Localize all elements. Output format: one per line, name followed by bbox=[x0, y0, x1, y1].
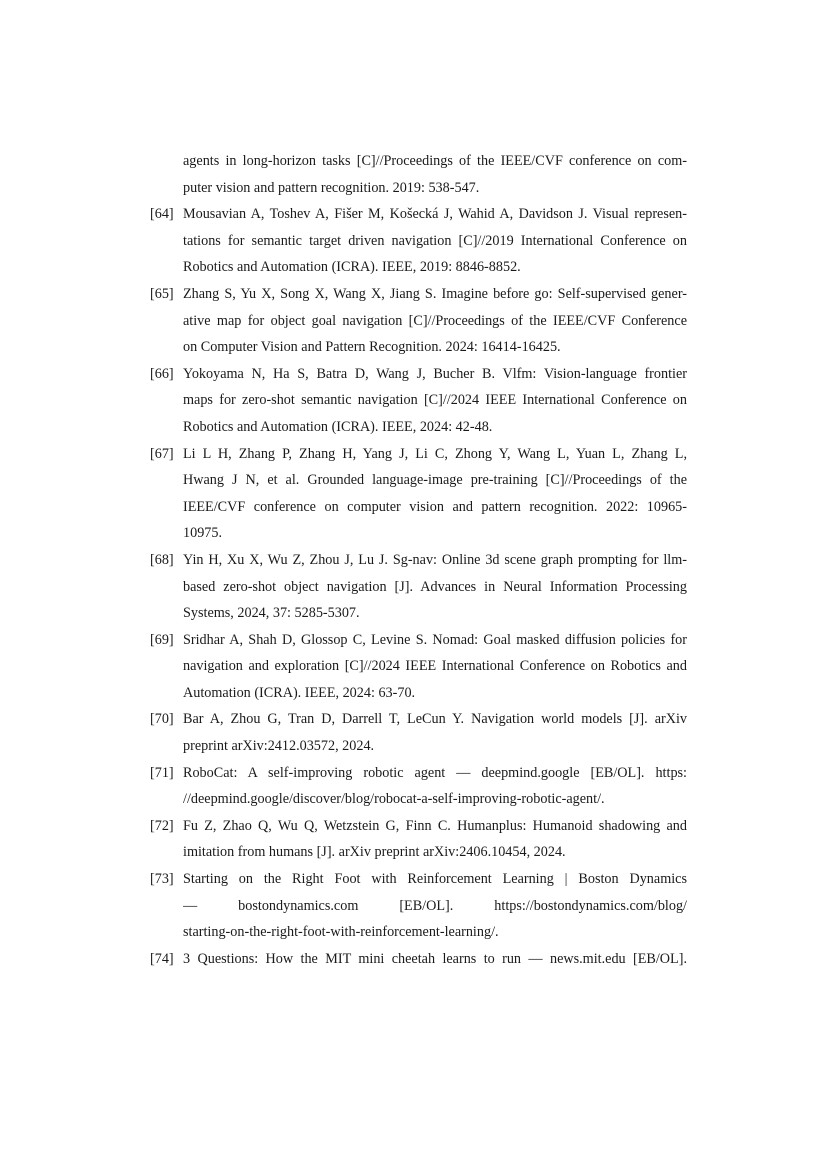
reference-line: Bar A, Zhou G, Tran D, Darrell T, LeCun Y. Navigation world models [J]. arXiv bbox=[183, 711, 687, 728]
reference-line: Yokoyama N, Ha S, Batra D, Wang J, Bucher B. Vlfm: Vision-language frontier bbox=[183, 365, 687, 382]
reference-line: starting-on-the-right-foot-with-reinforcement-learning/. bbox=[183, 924, 499, 941]
reference-line: agents in long-horizon tasks [C]//Proceedings of the IEEE/CVF conference on com- bbox=[183, 153, 687, 169]
reference-text bbox=[183, 281, 687, 361]
reference-text bbox=[183, 201, 687, 281]
reference-entry-70 bbox=[150, 706, 687, 759]
reference-line: Automation (ICRA). IEEE, 2024: 63-70. bbox=[183, 684, 416, 701]
reference-line: on Computer Vision and Pattern Recognition. 2024: 16414-16425. bbox=[183, 339, 561, 356]
reference-line: RoboCat: A self-improving robotic agent — deepmind.google [EB/OL]. https: bbox=[183, 764, 687, 781]
reference-entry-66 bbox=[150, 361, 687, 441]
reference-line: tations for semantic target driven navigation [C]//2019 International Conference on bbox=[183, 232, 687, 249]
reference-number: [69] bbox=[150, 631, 174, 648]
reference-line: Mousavian A, Toshev A, Fišer M, Košecká J, Wahid A, Davidson J. Visual represen- bbox=[183, 206, 687, 223]
reference-number: [70] bbox=[150, 711, 174, 728]
reference-number: [66] bbox=[150, 365, 174, 382]
reference-text bbox=[183, 946, 687, 973]
reference-text bbox=[183, 706, 687, 759]
reference-line: ative map for object goal navigation [C]//Proceedings of the IEEE/CVF Conference bbox=[183, 312, 687, 329]
reference-line: puter vision and pattern recognition. 2019: 538-547. bbox=[183, 179, 480, 196]
reference-entry-73 bbox=[150, 866, 687, 946]
reference-line: Hwang J N, et al. Grounded language-image pre-training [C]//Proceedings of the bbox=[183, 472, 687, 489]
reference-line: based zero-shot object navigation [J]. Advances in Neural Information Processing bbox=[183, 578, 687, 595]
reference-text bbox=[183, 361, 687, 441]
reference-line: Yin H, Xu X, Wu Z, Zhou J, Lu J. Sg-nav: Online 3d scene graph prompting for llm- bbox=[183, 551, 687, 568]
reference-text bbox=[183, 441, 687, 547]
reference-list bbox=[150, 148, 687, 972]
reference-line: imitation from humans [J]. arXiv preprint arXiv:2406.10454, 2024. bbox=[183, 844, 566, 861]
reference-entry-continued bbox=[150, 148, 687, 201]
reference-entry-64 bbox=[150, 201, 687, 281]
reference-line: Starting on the Right Foot with Reinforcement Learning | Boston Dynamics bbox=[183, 871, 687, 888]
reference-entry-71 bbox=[150, 760, 687, 813]
reference-line: Systems, 2024, 37: 5285-5307. bbox=[183, 605, 360, 622]
reference-text bbox=[183, 760, 687, 813]
reference-line: — bostondynamics.com [EB/OL]. https://bostondynamics.com/blog/ bbox=[183, 897, 687, 914]
reference-number: [65] bbox=[150, 285, 174, 302]
reference-text bbox=[183, 813, 687, 866]
reference-number: [64] bbox=[150, 206, 174, 223]
reference-line: IEEE/CVF conference on computer vision and pattern recognition. 2022: 10965- bbox=[183, 498, 687, 515]
reference-number: [71] bbox=[150, 764, 174, 781]
reference-entry-67 bbox=[150, 441, 687, 547]
reference-line: Zhang S, Yu X, Song X, Wang X, Jiang S. Imagine before go: Self-supervised gener- bbox=[183, 285, 687, 302]
reference-number: [68] bbox=[150, 551, 174, 568]
reference-line: Robotics and Automation (ICRA). IEEE, 2024: 42-48. bbox=[183, 418, 493, 435]
reference-entry-74 bbox=[150, 946, 687, 973]
reference-entry-69 bbox=[150, 627, 687, 707]
reference-entry-68 bbox=[150, 547, 687, 627]
reference-number: [72] bbox=[150, 817, 174, 834]
reference-number: [73] bbox=[150, 871, 174, 888]
reference-text bbox=[183, 148, 687, 201]
reference-line: 3 Questions: How the MIT mini cheetah learns to run — news.mit.edu [EB/OL]. bbox=[183, 950, 687, 967]
reference-line: 10975. bbox=[183, 525, 223, 542]
reference-number: [74] bbox=[150, 950, 174, 967]
reference-line: //deepmind.google/discover/blog/robocat-a-self-improving-robotic-agent/. bbox=[183, 791, 605, 808]
reference-line: Li L H, Zhang P, Zhang H, Yang J, Li C, Zhong Y, Wang L, Yuan L, Zhang L, bbox=[183, 445, 687, 462]
reference-text bbox=[183, 627, 687, 707]
reference-text bbox=[183, 547, 687, 627]
reference-entry-72 bbox=[150, 813, 687, 866]
reference-entry-65 bbox=[150, 281, 687, 361]
reference-line: maps for zero-shot semantic navigation [C]//2024 IEEE International Conference on bbox=[183, 392, 687, 409]
reference-number: [67] bbox=[150, 445, 174, 462]
reference-line: navigation and exploration [C]//2024 IEEE International Conference on Robotics and bbox=[183, 658, 687, 675]
reference-line: Fu Z, Zhao Q, Wu Q, Wetzstein G, Finn C. Humanplus: Humanoid shadowing and bbox=[183, 817, 687, 834]
reference-line: Robotics and Automation (ICRA). IEEE, 2019: 8846-8852. bbox=[183, 259, 521, 276]
reference-text bbox=[183, 866, 687, 946]
reference-line: preprint arXiv:2412.03572, 2024. bbox=[183, 738, 375, 755]
reference-line: Sridhar A, Shah D, Glossop C, Levine S. Nomad: Goal masked diffusion policies for bbox=[183, 631, 687, 648]
